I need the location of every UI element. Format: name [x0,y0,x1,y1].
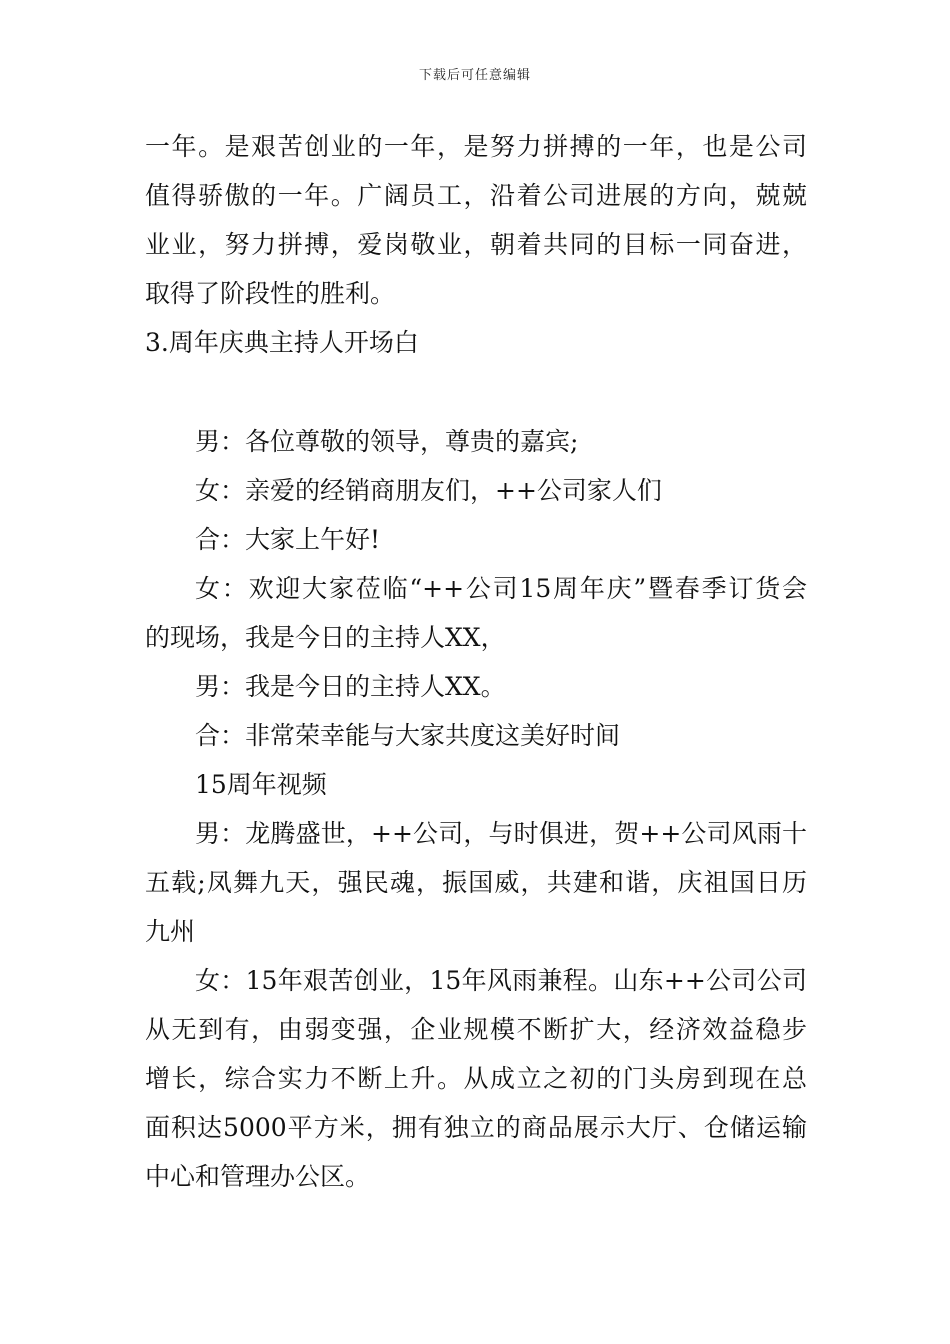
dialogue-line: 女：欢迎大家莅临“++公司15周年庆”暨春季订货会 [195,574,807,603]
dialogue-line: 男：各位尊敬的领导，尊贵的嘉宾; [195,427,579,456]
paragraph-line: 值得骄傲的一年。广阔员工，沿着公司进展的方向，兢兢 [145,181,807,210]
paragraph-line: 取得了阶段性的胜利。 [145,279,396,308]
paragraph-line: 业业，努力拼搏，爱岗敬业，朝着共同的目标一同奋进， [145,230,807,259]
dialogue-line: 增长，综合实力不断上升。从成立之初的门头房到现在总 [145,1064,807,1093]
document-body [145,122,807,1201]
dialogue-line: 九州 [145,917,196,946]
page-header: 下载后可任意编辑 [418,68,531,83]
dialogue-line: 男：龙腾盛世，++公司，与时俱进，贺++公司风雨十 [195,819,807,848]
dialogue-line: 女：亲爱的经销商朋友们，++公司家人们 [195,476,662,505]
dialogue-line: 从无到有，由弱变强，企业规模不断扩大，经济效益稳步 [145,1015,807,1044]
dialogue-line: 15周年视频 [195,770,327,799]
section-title: 3.周年庆典主持人开场白 [145,328,419,357]
dialogue-line: 男：我是今日的主持人XX。 [195,672,506,701]
dialogue-line: 合：大家上午好! [195,525,381,554]
dialogue-line: 女：15年艰苦创业，15年风雨兼程。山东++公司公司 [195,966,807,995]
dialogue-line: 中心和管理办公区。 [145,1162,371,1191]
dialogue-line: 合：非常荣幸能与大家共度这美好时间 [195,721,621,750]
dialogue-line: 五载;凤舞九天，强民魂，振国威，共建和谐，庆祖国日历 [145,868,807,897]
paragraph-line: 一年。是艰苦创业的一年，是努力拼搏的一年，也是公司 [145,132,807,161]
blank-spacer [145,367,807,417]
dialogue-line: 面积达5000平方米，拥有独立的商品展示大厅、仓储运输 [145,1113,807,1142]
dialogue-line: 的现场，我是今日的主持人XX， [145,623,506,652]
